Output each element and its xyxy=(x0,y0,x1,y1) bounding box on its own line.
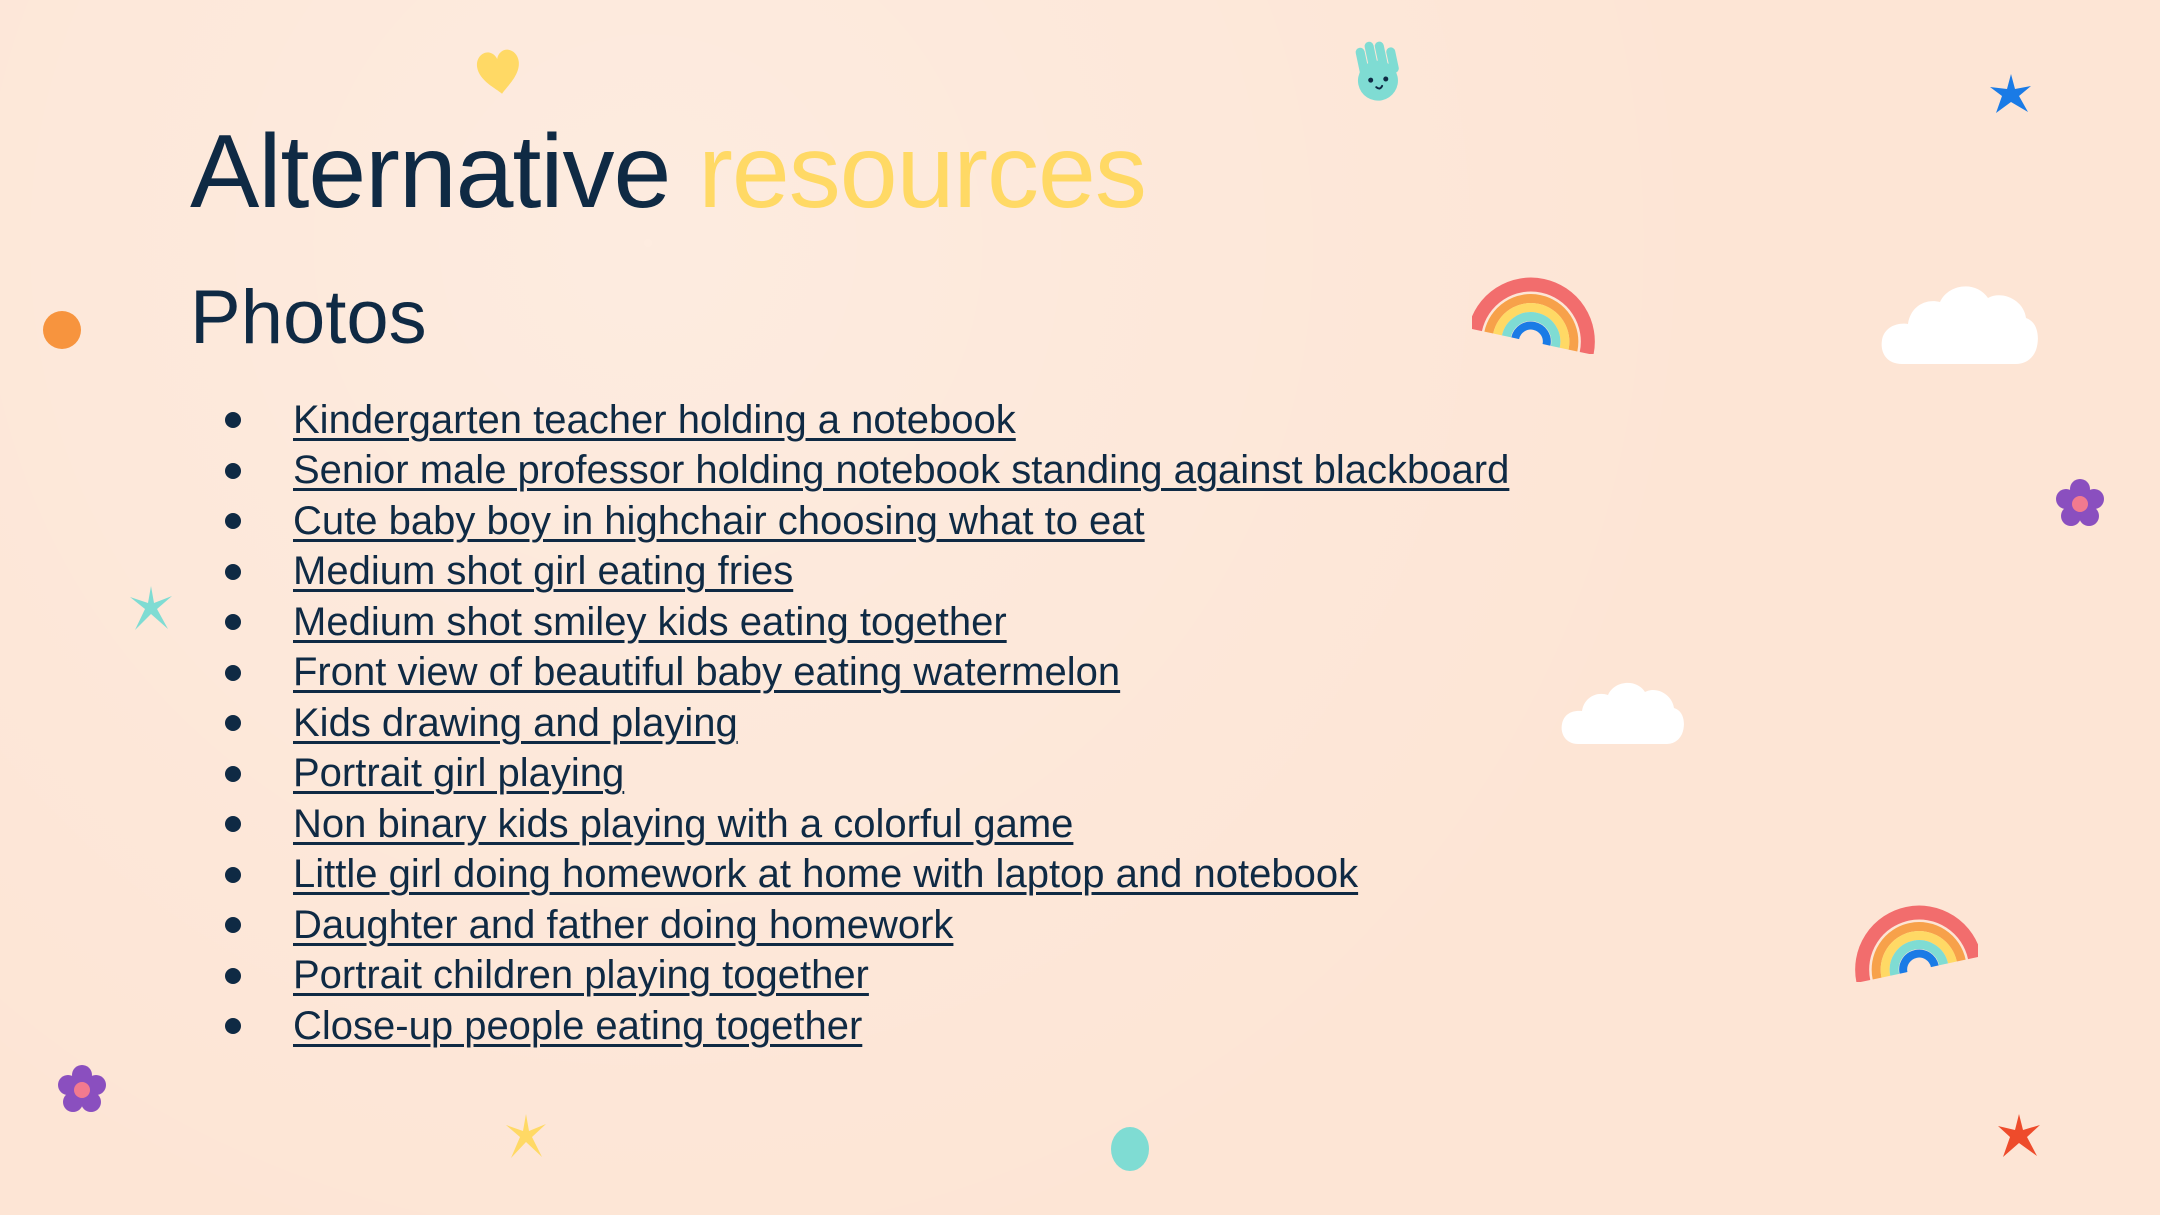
title-part-1: Alternative xyxy=(190,114,671,230)
bullet-icon xyxy=(225,715,241,731)
list-item xyxy=(225,1001,1509,1052)
resource-link-6[interactable]: Front view of beautiful baby eating watermelon xyxy=(293,650,1121,695)
bullet-icon xyxy=(225,867,241,883)
resource-link-4[interactable]: Medium shot girl eating fries xyxy=(293,549,794,594)
list-item xyxy=(225,799,1509,850)
resource-link-10[interactable]: Little girl doing homework at home with laptop and notebook xyxy=(293,852,1359,897)
list-item xyxy=(225,850,1509,901)
bullet-icon xyxy=(225,1018,241,1034)
resource-link-11[interactable]: Daughter and father doing homework xyxy=(293,902,954,947)
resource-link-7[interactable]: Kids drawing and playing xyxy=(293,700,738,745)
rainbow-icon xyxy=(1472,262,1598,354)
list-item xyxy=(225,446,1509,497)
resource-link-13[interactable]: Close-up people eating together xyxy=(293,1003,863,1048)
resource-link-9[interactable]: Non binary kids playing with a colorful game xyxy=(293,801,1074,846)
bullet-icon xyxy=(225,564,241,580)
bullet-icon xyxy=(225,968,241,984)
list-item xyxy=(225,547,1509,598)
flower-icon xyxy=(2054,478,2106,530)
bullet-icon xyxy=(225,614,241,630)
heart-icon xyxy=(474,46,524,98)
bullet-icon xyxy=(225,412,241,428)
page-title xyxy=(190,114,1146,230)
sparkle-icon xyxy=(504,1112,548,1160)
resource-link-5[interactable]: Medium shot smiley kids eating together xyxy=(293,599,1007,644)
list-item xyxy=(225,900,1509,951)
bullet-icon xyxy=(225,463,241,479)
list-item xyxy=(225,749,1509,800)
rainbow-icon xyxy=(1852,890,1978,982)
star-icon xyxy=(1988,72,2034,118)
bullet-icon xyxy=(225,665,241,681)
list-item xyxy=(225,395,1509,446)
resource-link-list xyxy=(225,395,1509,1052)
bullet-icon xyxy=(225,917,241,933)
resource-link-3[interactable]: Cute baby boy in highchair choosing what to eat xyxy=(293,498,1145,543)
list-item xyxy=(225,597,1509,648)
sparkle-icon xyxy=(128,584,174,632)
resource-link-1[interactable]: Kindergarten teacher holding a notebook xyxy=(293,397,1016,442)
cloud-icon xyxy=(1880,278,2040,366)
star-icon xyxy=(1996,1112,2042,1160)
bullet-icon xyxy=(225,766,241,782)
dot-icon xyxy=(1110,1126,1150,1172)
bullet-icon xyxy=(225,513,241,529)
list-item xyxy=(225,698,1509,749)
title-part-2: resources xyxy=(698,114,1146,230)
resource-link-8[interactable]: Portrait girl playing xyxy=(293,751,625,796)
resource-link-2[interactable]: Senior male professor holding notebook standing against blackboard xyxy=(293,448,1510,493)
cloud-icon xyxy=(1560,676,1686,746)
hand-icon xyxy=(1346,36,1414,106)
list-item xyxy=(225,496,1509,547)
flower-icon xyxy=(56,1064,108,1116)
list-item xyxy=(225,648,1509,699)
bullet-icon xyxy=(225,816,241,832)
resource-link-12[interactable]: Portrait children playing together xyxy=(293,953,869,998)
dot-icon xyxy=(42,310,82,350)
list-item xyxy=(225,951,1509,1002)
section-subtitle: Photos xyxy=(190,275,427,360)
